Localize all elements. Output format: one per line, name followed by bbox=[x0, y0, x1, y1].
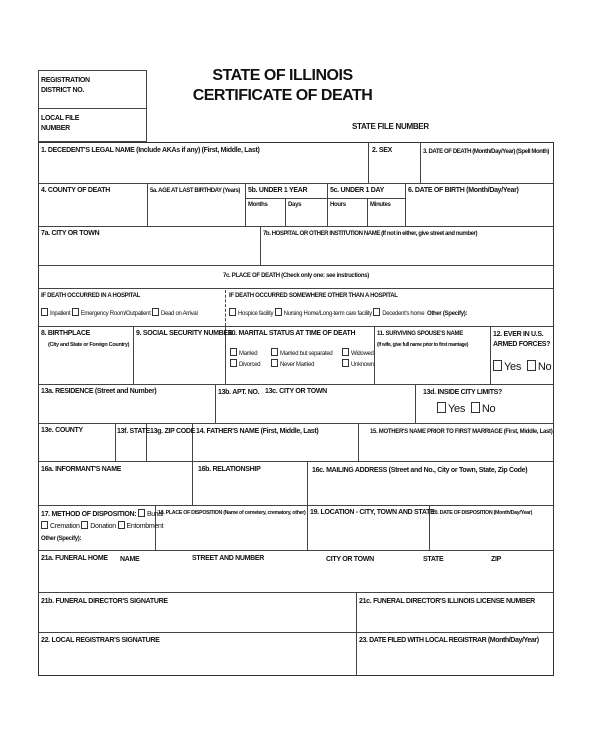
days-field[interactable]: Days bbox=[288, 202, 302, 208]
checkbox[interactable] bbox=[271, 359, 278, 367]
option-yes[interactable]: Yes bbox=[448, 403, 466, 415]
mothers-name-field[interactable]: 15. MOTHER'S NAME PRIOR TO FIRST MARRIAGE (First, Middle, Last) bbox=[370, 429, 553, 435]
other-specify-field[interactable]: Other (Specify): bbox=[426, 311, 468, 317]
fathers-name-field[interactable]: 14. FATHER'S NAME (First, Middle, Last) bbox=[196, 428, 319, 435]
spouse-name-hint: (If wife, give full name prior to first marriage) bbox=[377, 342, 469, 348]
option-unknown[interactable]: Unknown bbox=[351, 362, 374, 368]
location-field[interactable]: 19. LOCATION - CITY, TOWN AND STATE bbox=[310, 509, 435, 516]
date-of-birth-field[interactable]: 6. DATE OF BIRTH (Month/Day/Year) bbox=[408, 187, 519, 194]
row-divider bbox=[38, 265, 554, 266]
row-divider bbox=[38, 226, 554, 227]
row-divider bbox=[38, 592, 554, 593]
mailing-address-field[interactable]: 16c. MAILING ADDRESS (Street and No., City or Town, State, Zip Code) bbox=[312, 467, 528, 474]
spouse-name-field[interactable]: 11. SURVIVING SPOUSE'S NAME bbox=[377, 331, 463, 337]
row-divider bbox=[38, 326, 554, 327]
hospital-options bbox=[41, 308, 197, 317]
col-divider bbox=[415, 384, 416, 423]
checkbox[interactable] bbox=[81, 521, 88, 529]
under-1-year-label: 5b. UNDER 1 YEAR bbox=[248, 187, 308, 194]
local-file-line1: LOCAL FILE bbox=[41, 115, 80, 122]
row-divider bbox=[38, 632, 554, 633]
col-divider bbox=[367, 198, 368, 226]
checkbox[interactable] bbox=[230, 348, 237, 356]
col-divider bbox=[405, 183, 406, 226]
funeral-director-signature-field[interactable]: 21b. FUNERAL DIRECTOR'S SIGNATURE bbox=[41, 598, 168, 605]
armed-forces-options bbox=[493, 360, 551, 373]
other-heading: IF DEATH OCCURRED SOMEWHERE OTHER THAN A HOSPITAL bbox=[229, 293, 398, 299]
marital-status-label: 10. MARITAL STATUS AT TIME OF DEATH bbox=[228, 330, 356, 337]
other-options bbox=[229, 308, 467, 317]
option-divorced[interactable]: Divorced bbox=[239, 362, 261, 368]
funeral-home-city-field[interactable]: CITY OR TOWN bbox=[326, 556, 374, 563]
checkbox[interactable] bbox=[230, 359, 237, 367]
divider bbox=[38, 108, 147, 109]
state-field[interactable]: 13f. STATE bbox=[117, 428, 150, 435]
checkbox[interactable] bbox=[271, 348, 278, 356]
col-divider bbox=[356, 592, 357, 676]
checkbox[interactable] bbox=[527, 360, 536, 371]
row-divider bbox=[38, 550, 554, 551]
col-divider bbox=[358, 423, 359, 461]
zip-code-field[interactable]: 13g. ZIP CODE bbox=[150, 428, 195, 435]
title-line1: STATE OF ILLINOIS bbox=[212, 67, 353, 84]
funeral-home-label: 21a. FUNERAL HOME bbox=[41, 555, 108, 562]
option-inpatient[interactable]: Inpatient bbox=[50, 311, 71, 317]
option-dead-on-arrival[interactable]: Dead on Arrival bbox=[160, 311, 198, 317]
funeral-home-state-field[interactable]: STATE bbox=[423, 556, 444, 563]
hospital-heading: IF DEATH OCCURRED IN A HOSPITAL bbox=[41, 293, 141, 299]
funeral-home-street-field[interactable]: STREET AND NUMBER bbox=[192, 555, 265, 562]
residence-field[interactable]: 13a. RESIDENCE (Street and Number) bbox=[41, 388, 157, 395]
date-of-death-field[interactable]: 3. DATE OF DEATH (Month/Day/Year) (Spell Month) bbox=[423, 149, 549, 155]
funeral-home-zip-field[interactable]: ZIP bbox=[491, 556, 501, 563]
option-entombment[interactable]: Entombment bbox=[126, 523, 164, 530]
armed-forces-line1: 12. EVER IN U.S. bbox=[493, 331, 544, 338]
months-field[interactable]: Months bbox=[248, 202, 268, 208]
birthplace-hint: (City and State or Foreign Country) bbox=[48, 342, 130, 348]
option-no[interactable]: No bbox=[481, 403, 496, 415]
checkbox[interactable] bbox=[152, 308, 159, 316]
option-nursing-home[interactable]: Nursing Home/Long-term care facility bbox=[283, 311, 372, 317]
funeral-home-name-field[interactable]: NAME bbox=[120, 556, 140, 563]
marital-options bbox=[230, 348, 374, 370]
document-title bbox=[180, 66, 385, 106]
checkbox[interactable] bbox=[41, 521, 48, 529]
col-divider bbox=[374, 326, 375, 384]
checkbox[interactable] bbox=[138, 509, 145, 517]
row-divider bbox=[38, 183, 554, 184]
date-filed-field[interactable]: 23. DATE FILED WITH LOCAL REGISTRAR (Month/Day/Year) bbox=[359, 637, 539, 644]
option-hospice[interactable]: Hospice facility bbox=[238, 311, 274, 317]
col-divider bbox=[260, 226, 261, 265]
place-of-death-label: 7c. PLACE OF DEATH (Check only one: see instructions) bbox=[222, 273, 370, 279]
residence-city-field[interactable]: 13c. CITY OR TOWN bbox=[265, 388, 327, 395]
city-of-death-field[interactable]: 7a. CITY OR TOWN bbox=[41, 230, 100, 237]
col-divider bbox=[192, 461, 193, 505]
checkbox[interactable] bbox=[471, 402, 480, 413]
county-of-death-field[interactable]: 4. COUNTY OF DEATH bbox=[41, 187, 111, 194]
row-divider bbox=[38, 384, 554, 385]
col-divider bbox=[215, 384, 216, 423]
col-divider bbox=[327, 183, 328, 226]
option-decedents-home[interactable]: Decedent's home bbox=[382, 311, 425, 317]
registration-line2: DISTRICT NO. bbox=[41, 87, 85, 94]
option-yes[interactable]: Yes bbox=[504, 361, 522, 373]
row-divider bbox=[38, 505, 554, 506]
option-widowed[interactable]: Widowed bbox=[351, 351, 374, 357]
option-donation[interactable]: Donation bbox=[90, 523, 116, 530]
method-of-disposition-title: 17. METHOD OF DISPOSITION: bbox=[41, 511, 137, 518]
armed-forces-label bbox=[493, 330, 550, 350]
row-divider bbox=[38, 461, 554, 462]
col-divider bbox=[368, 142, 369, 183]
row-divider bbox=[38, 288, 554, 289]
under-1-day-label: 5c. UNDER 1 DAY bbox=[330, 187, 384, 194]
checkbox[interactable] bbox=[229, 308, 236, 316]
checkbox[interactable] bbox=[118, 521, 125, 529]
col-divider bbox=[133, 326, 134, 384]
sex-field[interactable]: 2. SEX bbox=[372, 147, 392, 154]
col-divider bbox=[307, 505, 308, 550]
relationship-field[interactable]: 16b. RELATIONSHIP bbox=[198, 466, 261, 473]
informant-name-field[interactable]: 16a. INFORMANT'S NAME bbox=[41, 466, 122, 473]
col-divider bbox=[147, 183, 148, 226]
hospital-name-field[interactable]: 7b. HOSPITAL OR OTHER INSTITUTION NAME (If not in either, give street and number) bbox=[263, 231, 478, 237]
registration-district-label bbox=[41, 76, 90, 96]
checkbox[interactable] bbox=[437, 402, 446, 413]
apt-no-field[interactable]: 13b. APT. NO. bbox=[218, 389, 260, 396]
col-divider bbox=[245, 183, 246, 226]
decedent-name-field[interactable]: 1. DECEDENT'S LEGAL NAME (Include AKAs if any) (First, Middle, Last) bbox=[41, 147, 260, 154]
armed-forces-line2: ARMED FORCES? bbox=[493, 341, 551, 348]
title-line2: CERTIFICATE OF DEATH bbox=[192, 87, 373, 104]
col-divider bbox=[490, 326, 491, 384]
checkbox[interactable] bbox=[493, 360, 502, 371]
option-married-separated[interactable]: Married but separated bbox=[280, 351, 333, 357]
col-divider bbox=[285, 198, 286, 226]
disposition-other-field[interactable]: Other (Specify): bbox=[41, 536, 82, 542]
checkbox[interactable] bbox=[72, 308, 79, 316]
place-of-disposition-field[interactable]: 18. PLACE OF DISPOSITION (Name of cemetery, crematory, other) bbox=[158, 510, 306, 516]
date-of-disposition-field[interactable]: 20. DATE OF DISPOSITION (Month/Day/Year) bbox=[432, 510, 533, 516]
option-emergency-room[interactable]: Emergency Room/Outpatient bbox=[80, 311, 151, 317]
birthplace-field[interactable]: 8. BIRTHPLACE bbox=[41, 330, 90, 337]
col-divider bbox=[420, 142, 421, 183]
ssn-field[interactable]: 9. SOCIAL SECURITY NUMBER bbox=[136, 330, 233, 337]
option-no[interactable]: No bbox=[537, 361, 552, 373]
local-file-number-label bbox=[41, 114, 79, 134]
col-divider bbox=[225, 290, 226, 326]
checkbox[interactable] bbox=[342, 348, 349, 356]
col-divider bbox=[115, 423, 116, 461]
county-field[interactable]: 13e. COUNTY bbox=[41, 427, 83, 434]
option-never-married[interactable]: Never Married bbox=[280, 362, 315, 368]
checkbox[interactable] bbox=[373, 308, 380, 316]
hours-field[interactable]: Hours bbox=[330, 202, 346, 208]
option-cremation[interactable]: Cremation bbox=[50, 523, 80, 530]
local-registrar-signature-field[interactable]: 22. LOCAL REGISTRAR'S SIGNATURE bbox=[41, 637, 160, 644]
registration-line1: REGISTRATION bbox=[41, 77, 90, 84]
checkbox[interactable] bbox=[275, 308, 282, 316]
method-of-disposition-label bbox=[41, 509, 163, 545]
age-field[interactable]: 5a. AGE AT LAST BIRTHDAY (Years) bbox=[150, 188, 241, 194]
checkbox[interactable] bbox=[41, 308, 48, 316]
option-married[interactable]: Married bbox=[239, 351, 258, 357]
state-file-number-label: STATE FILE NUMBER bbox=[352, 122, 429, 131]
option-burial[interactable]: Burial bbox=[146, 511, 164, 518]
local-file-line2: NUMBER bbox=[41, 125, 70, 132]
funeral-director-license-field[interactable]: 21c. FUNERAL DIRECTOR'S ILLINOIS LICENSE NUMBER bbox=[359, 598, 535, 605]
inside-city-limits-label: 13d. INSIDE CITY LIMITS? bbox=[423, 389, 503, 396]
checkbox[interactable] bbox=[342, 359, 349, 367]
city-limits-options bbox=[437, 402, 495, 415]
row-divider bbox=[245, 198, 405, 199]
col-divider bbox=[307, 461, 308, 505]
minutes-field[interactable]: Minutes bbox=[370, 202, 391, 208]
